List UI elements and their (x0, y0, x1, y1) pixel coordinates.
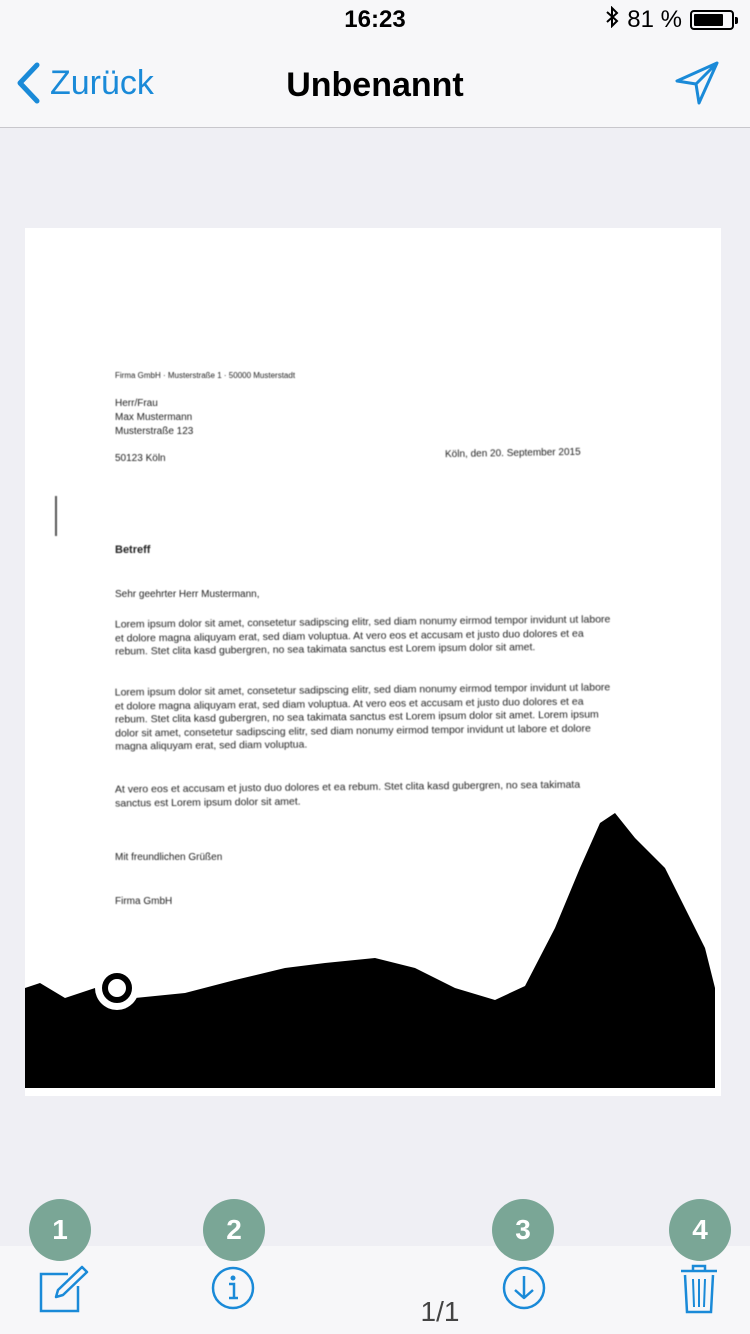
status-time: 16:23 (344, 6, 406, 33)
back-label: Zurück (50, 63, 154, 102)
closing: Mit freundlichen Grüßen (115, 852, 223, 863)
recipient-line-3: Musterstraße 123 (115, 426, 194, 437)
recipient-line-2: Max Mustermann (115, 412, 193, 423)
download-button[interactable] (501, 1265, 547, 1316)
badge-3: 3 (492, 1199, 554, 1261)
paragraph-1: Lorem ipsum dolor sit amet, consetetur sadipscing elitr, sed diam nonumy eirmod tempor invidunt ut labore et dolore magna aliquyam erat, sed diam voluptua. At vero eos et accusam et justo duo dolores et ea rebum. Stet clita kasd gubergren, no sea takimata sanctus est Lorem ipsum dolor sit amet. (114, 613, 611, 658)
paragraph-3: At vero eos et accusam et justo duo dolores et ea rebum. Stet clita kasd gubergren, no sea takimata sanctus est Lorem ipsum dolor sit amet. (114, 778, 581, 810)
download-icon (501, 1265, 547, 1311)
recipient-line-1: Herr/Frau (115, 398, 158, 409)
badge-2: 2 (203, 1199, 265, 1261)
sender-line: Firma GmbH · Musterstraße 1 · 50000 Musterstadt (115, 371, 296, 380)
date-line: Köln, den 20. September 2015 (444, 446, 581, 461)
signature: Firma GmbH (115, 896, 173, 907)
battery-icon (690, 10, 734, 30)
scan-shadow (25, 228, 721, 1096)
status-right (605, 6, 734, 34)
battery-percent: 81 % (627, 6, 682, 33)
send-button[interactable] (674, 60, 720, 111)
paragraph-2: Lorem ipsum dolor sit amet, consetetur sadipscing elitr, sed diam nonumy eirmod tempor invidunt ut labore et dolore magna aliquyam erat, sed diam voluptua. At vero eos et accusam et justo duo dolores et ea rebum. Stet clita kasd gubergren, no sea takimata sanctus est Lorem ipsum dolor sit amet. Lorem ipsum dolor sit amet, consetetur sadipscing elitr, sed diam nonumy eirmod tempor invidunt ut labore et dolore magna aliquyam erat, sed diam voluptua. (114, 681, 611, 753)
back-button[interactable] (16, 62, 154, 104)
scanned-document[interactable] (25, 228, 721, 1096)
navigation-bar (0, 40, 750, 128)
subject: Betreff (115, 544, 151, 556)
recipient-line-4: 50123 Köln (115, 453, 166, 464)
bluetooth-icon (605, 6, 619, 35)
delete-button[interactable] (679, 1263, 719, 1320)
status-bar (0, 0, 750, 40)
badge-1: 1 (29, 1199, 91, 1261)
badge-4: 4 (669, 1199, 731, 1261)
send-icon (674, 60, 720, 106)
salutation: Sehr geehrter Herr Mustermann, (115, 589, 260, 600)
page-title: Unbenannt (286, 66, 464, 104)
chevron-left-icon (16, 62, 40, 104)
page-count: 1/1 (420, 1296, 460, 1327)
trash-icon (679, 1263, 719, 1315)
